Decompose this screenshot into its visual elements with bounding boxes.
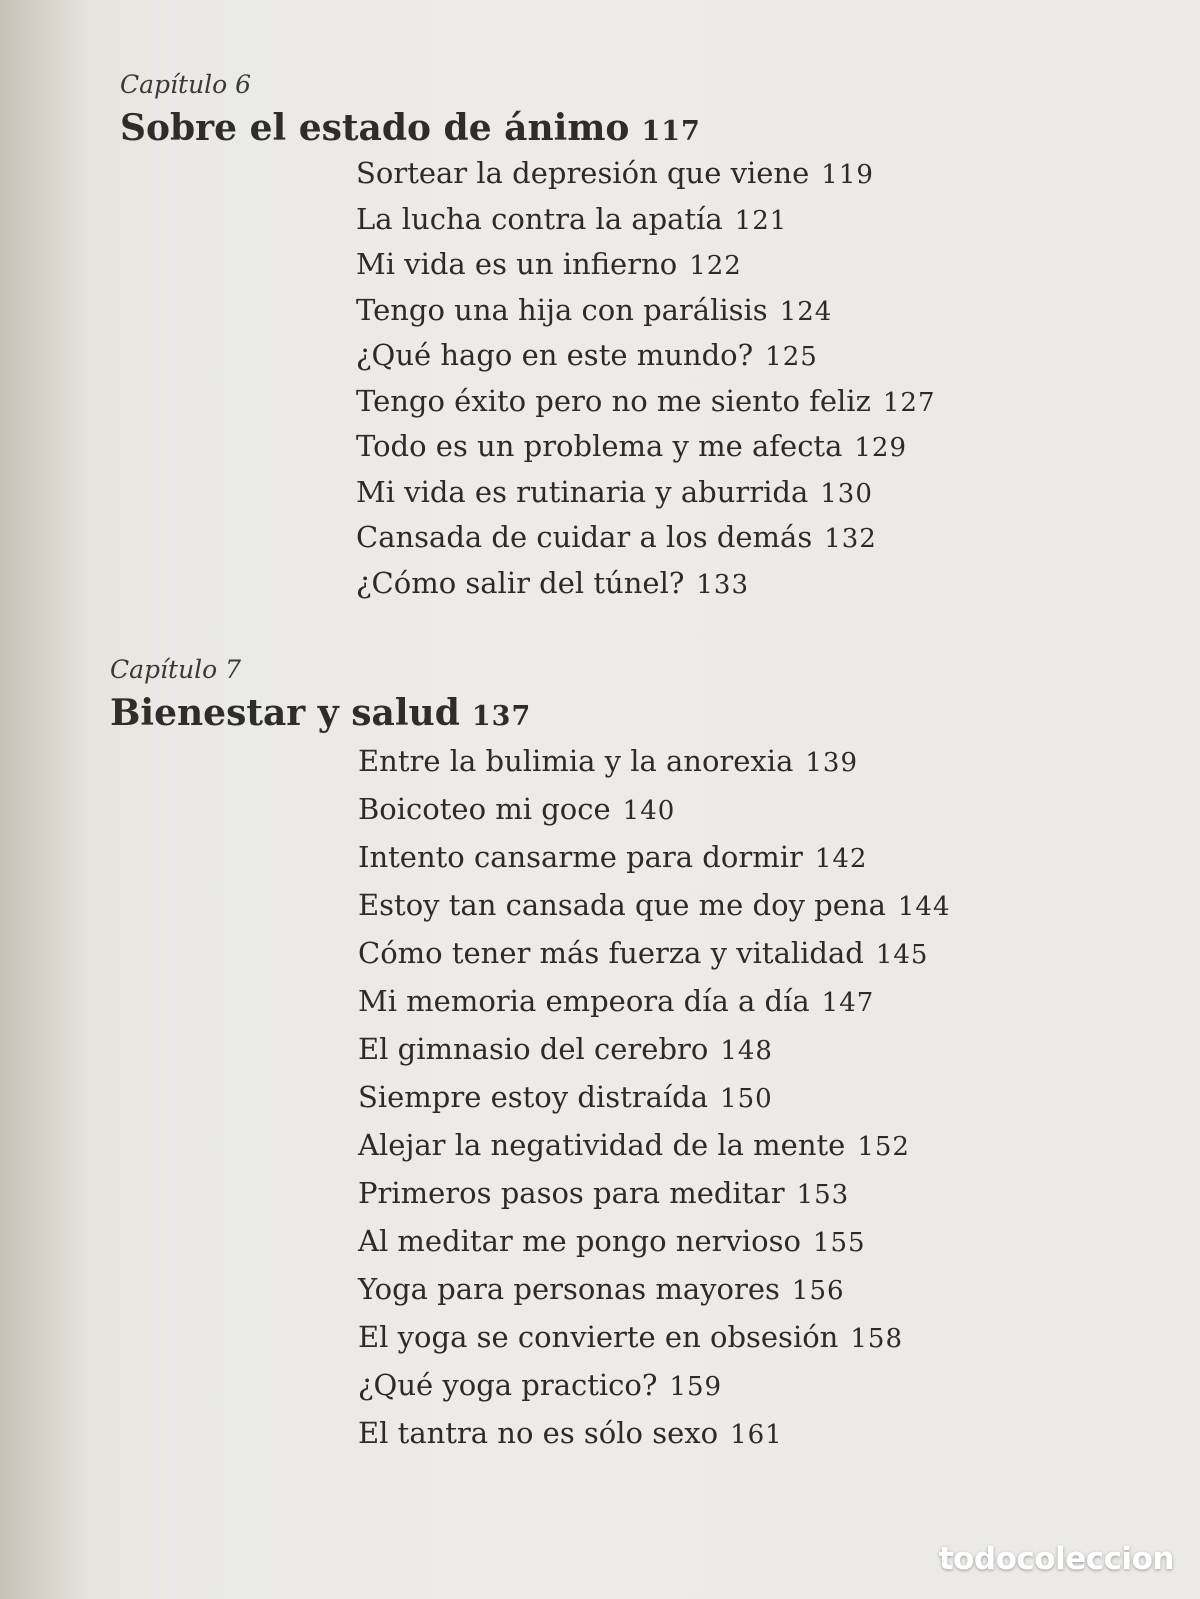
chapter-7-entries (358, 738, 951, 1458)
entry-title: Tengo éxito pero no me siento feliz (356, 383, 871, 418)
toc-entry (358, 1170, 951, 1218)
toc-entry (358, 1266, 951, 1314)
entry-page-number: 161 (730, 1420, 783, 1450)
toc-entry (356, 152, 936, 198)
entry-title: El gimnasio del cerebro (358, 1032, 709, 1066)
entry-title: El tantra no es sólo sexo (358, 1416, 719, 1450)
toc-entry (358, 930, 951, 978)
entry-page-number: 129 (854, 433, 908, 463)
toc-entry (356, 380, 936, 426)
toc-entry (356, 562, 936, 608)
toc-entry (356, 198, 936, 244)
entry-title: Mi memoria empeora día a día (358, 984, 810, 1018)
chapter-title (120, 106, 701, 154)
toc-entry (356, 471, 936, 517)
toc-entry (358, 1314, 951, 1362)
entry-page-number: 130 (820, 478, 873, 509)
entry-title: Al meditar me pongo nervioso (358, 1224, 801, 1258)
entry-page-number: 150 (720, 1084, 773, 1114)
entry-page-number: 148 (720, 1036, 773, 1066)
entry-title: Sortear la depresión que viene (356, 156, 810, 190)
toc-entry (358, 1218, 951, 1266)
toc-entry (358, 834, 951, 882)
entry-page-number: 155 (812, 1228, 866, 1258)
entry-page-number: 122 (689, 251, 742, 281)
toc-entry (356, 243, 936, 289)
entry-page-number: 156 (791, 1276, 845, 1306)
toc-entry (356, 289, 936, 335)
chapter-page-number: 137 (471, 701, 532, 732)
chapter-6-heading (120, 70, 701, 154)
entry-title: Estoy tan cansada que me doy pena (358, 888, 886, 922)
entry-page-number: 133 (696, 569, 750, 600)
chapter-title (110, 691, 531, 739)
toc-entry (356, 516, 936, 562)
entry-title: Tengo una hija con parálisis (356, 292, 768, 327)
watermark-logo: todocoleccion (938, 1541, 1174, 1577)
toc-entry (358, 1026, 951, 1074)
entry-page-number: 140 (622, 796, 676, 826)
toc-entry (358, 738, 951, 786)
entry-title: Intento cansarme para dormir (358, 840, 803, 874)
entry-title: Primeros pasos para meditar (358, 1176, 785, 1210)
entry-title: ¿Qué yoga practico? (358, 1368, 658, 1402)
entry-page-number: 145 (875, 940, 929, 970)
chapter-page-number: 117 (641, 116, 701, 147)
toc-entry (358, 978, 951, 1026)
entry-page-number: 158 (850, 1324, 903, 1354)
entry-title: Entre la bulimia y la anorexia (358, 744, 794, 778)
toc-entry (358, 882, 951, 930)
entry-page-number: 132 (824, 524, 877, 554)
toc-entry (358, 1074, 951, 1122)
entry-page-number: 152 (857, 1132, 910, 1162)
toc-entry (358, 1122, 951, 1170)
entry-page-number: 144 (897, 892, 951, 922)
entry-page-number: 124 (779, 296, 833, 327)
chapter-title-text: Bienestar y salud (110, 692, 460, 734)
entry-title: ¿Qué hago en este mundo? (356, 338, 754, 372)
chapter-label: Capítulo 6 (120, 70, 252, 99)
chapter-title-text: Sobre el estado de ánimo (120, 107, 630, 149)
entry-title: Boicoteo mi goce (358, 792, 611, 826)
entry-title: Cómo tener más fuerza y vitalidad (358, 936, 864, 970)
entry-title: Siempre estoy distraída (358, 1080, 709, 1114)
entry-page-number: 147 (821, 988, 875, 1018)
entry-page-number: 142 (814, 844, 868, 874)
entry-page-number: 153 (796, 1180, 850, 1210)
toc-entry (356, 334, 936, 380)
entry-title: Todo es un problema y me afecta (356, 429, 843, 463)
entry-title: Cansada de cuidar a los demás (356, 520, 813, 554)
entry-title: Yoga para personas mayores (358, 1272, 780, 1306)
toc-entry (358, 1362, 951, 1410)
chapter-7-heading (110, 655, 531, 739)
chapter-label: Capítulo 7 (110, 655, 242, 684)
toc-entry (358, 1410, 951, 1458)
entry-title: El yoga se convierte en obsesión (358, 1320, 839, 1354)
entry-title: Mi vida es un infierno (356, 247, 678, 281)
entry-page-number: 121 (734, 205, 788, 236)
toc-entry (358, 786, 951, 834)
entry-title: Mi vida es rutinaria y aburrida (356, 474, 809, 509)
page-gutter-shadow (0, 0, 90, 1599)
entry-page-number: 127 (882, 387, 936, 418)
chapter-6-entries (356, 152, 936, 607)
toc-entry (356, 425, 936, 471)
entry-title: ¿Cómo salir del túnel? (356, 565, 685, 600)
entry-title: La lucha contra la apatía (356, 201, 723, 236)
entry-title: Alejar la negatividad de la mente (358, 1128, 846, 1162)
entry-page-number: 119 (821, 160, 874, 190)
entry-page-number: 125 (765, 342, 818, 372)
entry-page-number: 159 (669, 1372, 723, 1402)
entry-page-number: 139 (805, 748, 858, 778)
